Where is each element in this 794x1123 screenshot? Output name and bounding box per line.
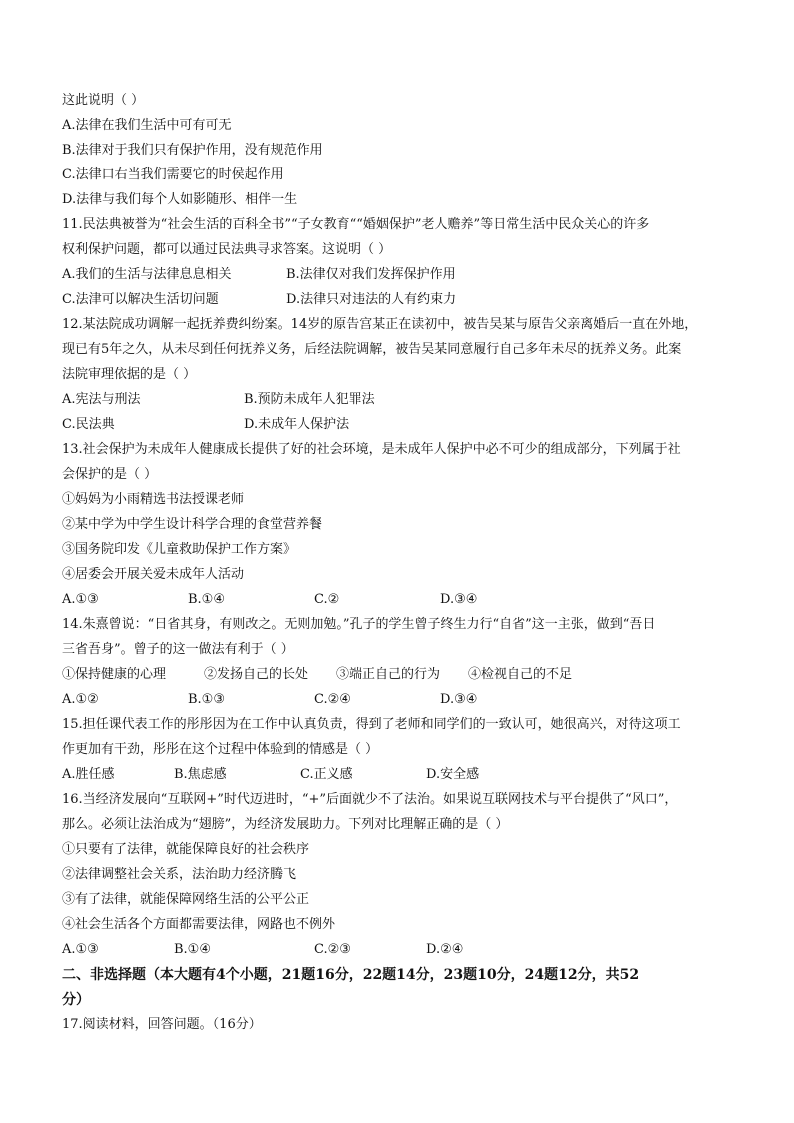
q14-item-2: ②发扬自己的长处 <box>204 667 309 682</box>
q12-option-c: C.民法典 <box>62 417 115 432</box>
q15-option-a: A.胜任感 <box>62 767 115 782</box>
q10-option-a: A.法律在我们生活中可有可无 <box>62 118 232 133</box>
q13-option-b: B.①④ <box>188 592 225 607</box>
q14-option-a: A.①② <box>62 692 99 707</box>
q16-option-c: C.②③ <box>314 942 351 957</box>
q16-item-1: ①只要有了法律，就能保障良好的社会秩序 <box>62 842 310 857</box>
section2-heading-line2: 分） <box>62 992 90 1008</box>
q11-stem-line1: 11.民法典被誉为“社会生活的百科全书”“子女教育““婚姻保护”老人赡养”等日常生活中民众关心的许多 <box>62 217 650 232</box>
q11-option-a: A.我们的生活与法律息息相关 <box>62 267 232 282</box>
q15-option-c: C.正义感 <box>300 767 353 782</box>
q13-option-d: D.③④ <box>440 592 478 607</box>
q14-item-4: ④检视自己的不足 <box>468 667 573 682</box>
q11-option-c: C.法津可以解决生活切问题 <box>62 292 219 307</box>
q10-option-b: B.法律对于我们只有保护作用，没有规范作用 <box>62 143 323 158</box>
q16-option-d: D.②④ <box>426 942 464 957</box>
q16-option-b: B.①④ <box>174 942 211 957</box>
q17-stem: 17.阅读材料，回答问题。（16分） <box>62 1017 262 1032</box>
q15-stem-line2: 作更加有干劲，彤彤在这个过程中体验到的情感是（ ） <box>62 742 379 757</box>
q13-stem-line1: 13.社会保护为未成年人健康成长提供了好的社会环境，是未成年人保护中必不可少的组成部分，下列属于社 <box>62 442 681 457</box>
q10-option-c: C.法律口右当我们需要它的时侯起作用 <box>62 167 284 182</box>
q12-stem-line3: 法院审理依据的是（ ） <box>62 367 197 382</box>
q14-item-1: ①保持健康的心理 <box>62 667 167 682</box>
q13-option-c: C.② <box>314 592 340 607</box>
q10-stem: 这此说明（ ） <box>62 93 145 108</box>
q14-option-d: D.③④ <box>440 692 478 707</box>
q14-option-c: C.②④ <box>314 692 351 707</box>
q10-option-d: D.法律与我们每个人如影随形、相伴一生 <box>62 192 298 207</box>
q15-stem-line1: 15.担任课代表工作的彤彤因为在工作中认真负责，得到了老师和同学们的一致认可，她很高兴，对待这项工 <box>62 717 681 732</box>
q13-option-a: A.①③ <box>62 592 99 607</box>
q15-option-b: B.焦虑感 <box>174 767 227 782</box>
q15-option-d: D.安全感 <box>426 767 480 782</box>
q14-stem-line2: 三省吾身”。曾子的这一做法有利于（ ） <box>62 642 294 657</box>
q16-item-3: ③有了法律，就能保障网络生活的公平公正 <box>62 892 310 907</box>
q12-stem-line2: 现已有5年之久，从未尽到任何抚养义务，后经法院调解，被告吴某同意履行自己多年未尽的抚养义务。此案 <box>62 342 682 357</box>
section2-heading-line1: 二、非选择题（本大题有4个小题，21题16分，22题14分，23题10分，24题12分，共52 <box>62 967 640 983</box>
q12-option-b: B.预防未成年人犯罪法 <box>244 392 375 407</box>
q13-item-2: ②某中学为中学生设计科学合理的食堂营养餐 <box>62 517 323 532</box>
q16-item-4: ④社会生活各个方面都需要法律，网路也不例外 <box>62 917 336 932</box>
q11-option-d: D.法律只对违法的人有约束力 <box>286 292 457 307</box>
q14-stem-line1: 14.朱熹曾说：“日省其身，有则改之。无则加勉。”孔子的学生曾子终生力行“自省”这一主张，做到“吾日 <box>62 617 656 632</box>
q13-stem-line2: 会保护的是（ ） <box>62 467 158 482</box>
q16-stem-line1: 16.当经济发展向“互联网+”时代迈进时，“+”后面就少不了法治。如果说互联网技术与平台提供了“风口”， <box>62 792 678 807</box>
q16-option-a: A.①③ <box>62 942 99 957</box>
q13-item-1: ①妈妈为小雨精选书法授课老师 <box>62 492 245 507</box>
q16-stem-line2: 那么。必须让法治成为“翅膀”，为经济发展助力。下列对比理解正确的是（ ） <box>62 817 509 832</box>
q12-option-d: D.未成年人保护法 <box>244 417 350 432</box>
q14-item-3: ③端正自己的行为 <box>336 667 441 682</box>
q12-option-a: A.宪法与刑法 <box>62 392 141 407</box>
q11-option-b: B.法律仅对我们发挥保护作用 <box>286 267 456 282</box>
q13-item-4: ④居委会开展关爱未成年人活动 <box>62 567 245 582</box>
q12-stem-line1: 12.某法院成功调解一起抚养费纠纷案。14岁的原告宫某正在读初中，被告吴某与原告父亲离婚后一直在外地， <box>62 317 698 332</box>
q11-stem-line2: 权利保护问题，都可以通过民法典寻求答案。这说明（ ） <box>62 242 392 257</box>
q13-item-3: ③国务院印发《儿童救助保护工作方案》 <box>62 542 297 557</box>
q14-option-b: B.①③ <box>188 692 225 707</box>
q16-item-2: ②法律调整社会关系，法治助力经济腾飞 <box>62 867 297 882</box>
